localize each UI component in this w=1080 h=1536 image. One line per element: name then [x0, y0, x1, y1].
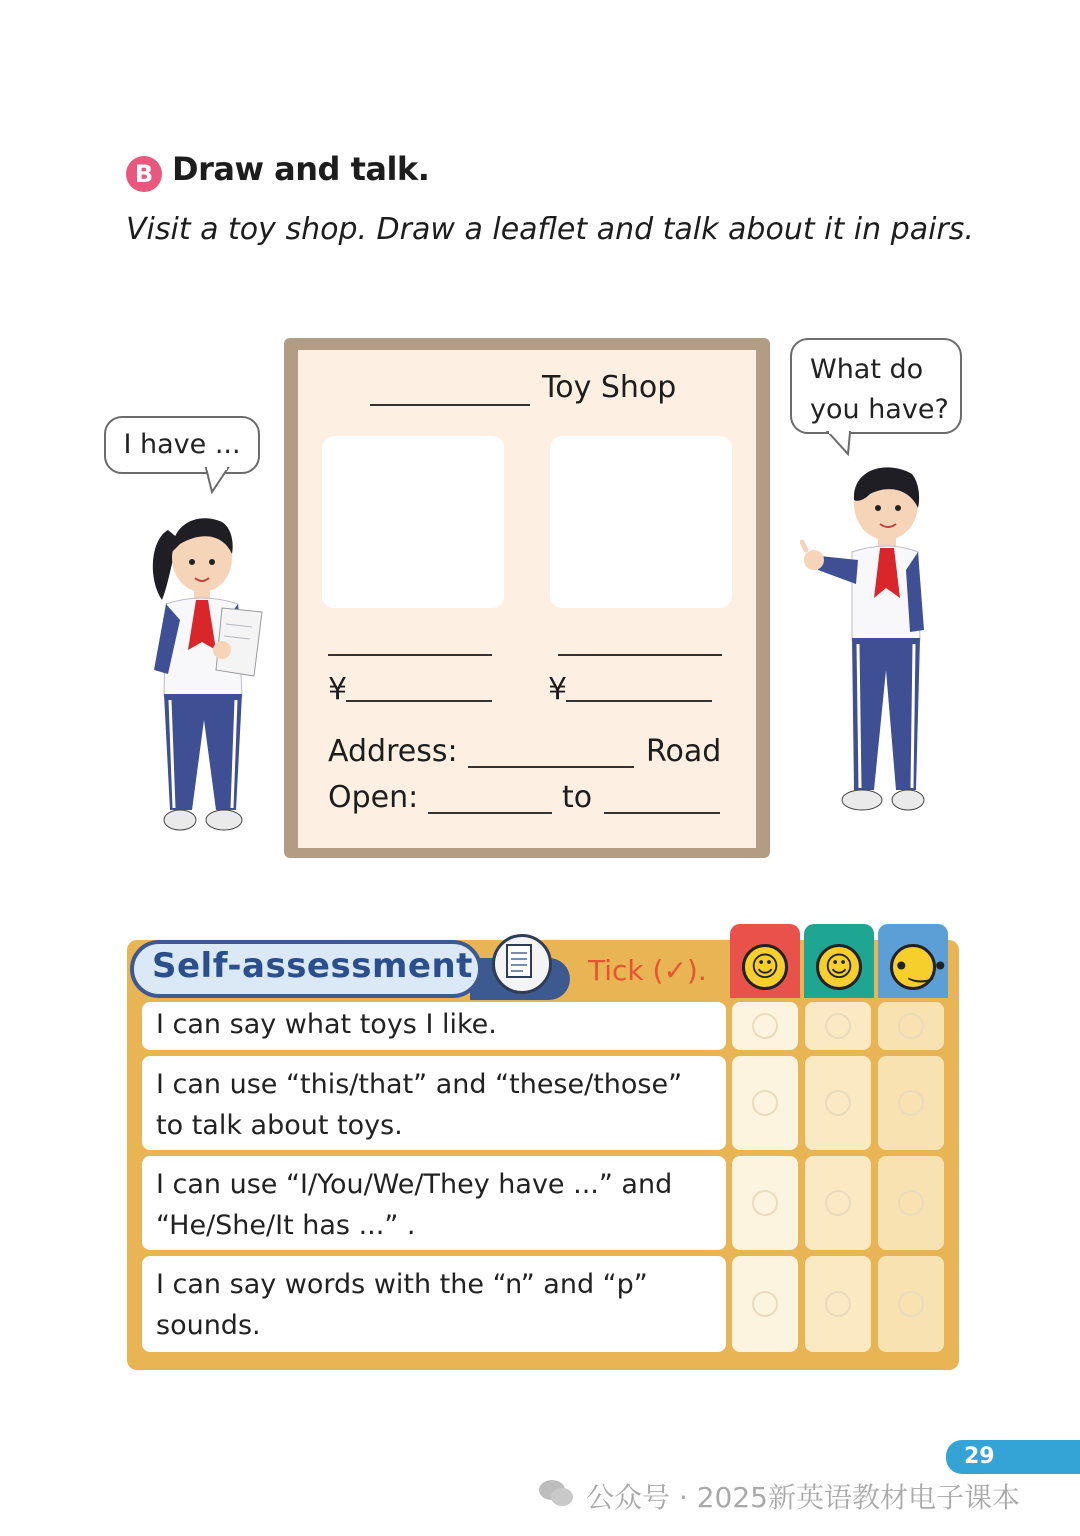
column-header-neutral: [878, 924, 948, 998]
boy-speech-line2: you have?: [810, 394, 949, 425]
assessment-row-2-line1: I can use “this/that” and “these/those”: [156, 1069, 683, 1100]
open-to-blank[interactable]: [604, 812, 720, 814]
tick-cell[interactable]: [732, 1056, 798, 1150]
page-number: 29: [964, 1444, 995, 1469]
open-label: Open:: [328, 780, 419, 815]
tick-cell[interactable]: [878, 1002, 944, 1050]
assessment-row-4-line1: I can say words with the “n” and “p”: [156, 1269, 648, 1300]
column-header-laughing: [730, 924, 800, 998]
smiling-face-icon: ☺: [816, 944, 862, 990]
drawing-box-right[interactable]: [550, 436, 732, 608]
drawing-box-left[interactable]: [322, 436, 504, 608]
address-label: Address:: [328, 734, 458, 769]
girl-speech-text: I have ...: [123, 429, 241, 460]
column-header-smiling: [804, 924, 874, 998]
price-blank-left[interactable]: [346, 700, 492, 702]
open-from-blank[interactable]: [428, 812, 552, 814]
self-assessment-title: Self-assessment: [152, 946, 473, 986]
girl-bubble-tail: [204, 466, 234, 496]
assessment-row-2: [142, 1056, 726, 1150]
checklist-icon: [492, 934, 552, 994]
toy-name-blank-right[interactable]: [558, 654, 722, 656]
open-to-label: to: [562, 780, 593, 815]
assessment-row-4-line2: sounds.: [156, 1310, 261, 1341]
assessment-row-3-line1: I can use “I/You/We/They have ...” and: [156, 1169, 673, 1200]
tick-cell[interactable]: [878, 1056, 944, 1150]
toy-name-blank-left[interactable]: [328, 654, 492, 656]
currency-symbol-right: ¥: [548, 672, 568, 707]
instruction-text: Visit a toy shop. Draw a leaflet and talk about it in pairs.: [126, 212, 974, 247]
boy-bubble-tail: [824, 430, 858, 460]
toy-shop-leaflet: [298, 350, 756, 848]
tick-cell[interactable]: [878, 1156, 944, 1250]
assessment-row-1-text: I can say what toys I like.: [156, 1009, 497, 1040]
tick-cell[interactable]: [805, 1056, 871, 1150]
boy-illustration: [800, 460, 940, 820]
assessment-row-3: [142, 1156, 726, 1250]
laughing-face-icon: ☺: [742, 944, 788, 990]
assessment-row-3-line2: “He/She/It has ...” .: [156, 1210, 416, 1241]
assessment-row-4: [142, 1256, 726, 1352]
address-blank[interactable]: [468, 766, 634, 768]
leaflet-title: Toy Shop: [542, 370, 677, 405]
tick-cell[interactable]: [732, 1156, 798, 1250]
boy-speech-line1: What do: [810, 354, 924, 385]
tick-cell[interactable]: [732, 1256, 798, 1352]
currency-symbol-left: ¥: [328, 672, 348, 707]
watermark-text: 公众号 · 2025新英语教材电子课本: [586, 1481, 1020, 1514]
tick-cell[interactable]: [878, 1256, 944, 1352]
girl-speech-bubble: [104, 416, 260, 474]
tick-instruction: Tick (✓).: [588, 954, 707, 987]
address-road-label: Road: [646, 734, 722, 769]
tick-cell[interactable]: [732, 1002, 798, 1050]
shop-name-blank[interactable]: [370, 404, 530, 406]
assessment-row-1: [142, 1002, 726, 1050]
tick-cell[interactable]: [805, 1002, 871, 1050]
assessment-row-2-line2: to talk about toys.: [156, 1110, 403, 1141]
tick-cell[interactable]: [805, 1256, 871, 1352]
section-badge: B: [126, 156, 162, 192]
tick-cell[interactable]: [805, 1156, 871, 1250]
girl-illustration: [140, 500, 280, 845]
boy-speech-bubble: [790, 338, 962, 434]
neutral-face-icon: •‿•: [890, 944, 936, 990]
wechat-icon: [538, 1478, 574, 1508]
price-blank-right[interactable]: [566, 700, 712, 702]
section-title: Draw and talk.: [172, 150, 430, 188]
